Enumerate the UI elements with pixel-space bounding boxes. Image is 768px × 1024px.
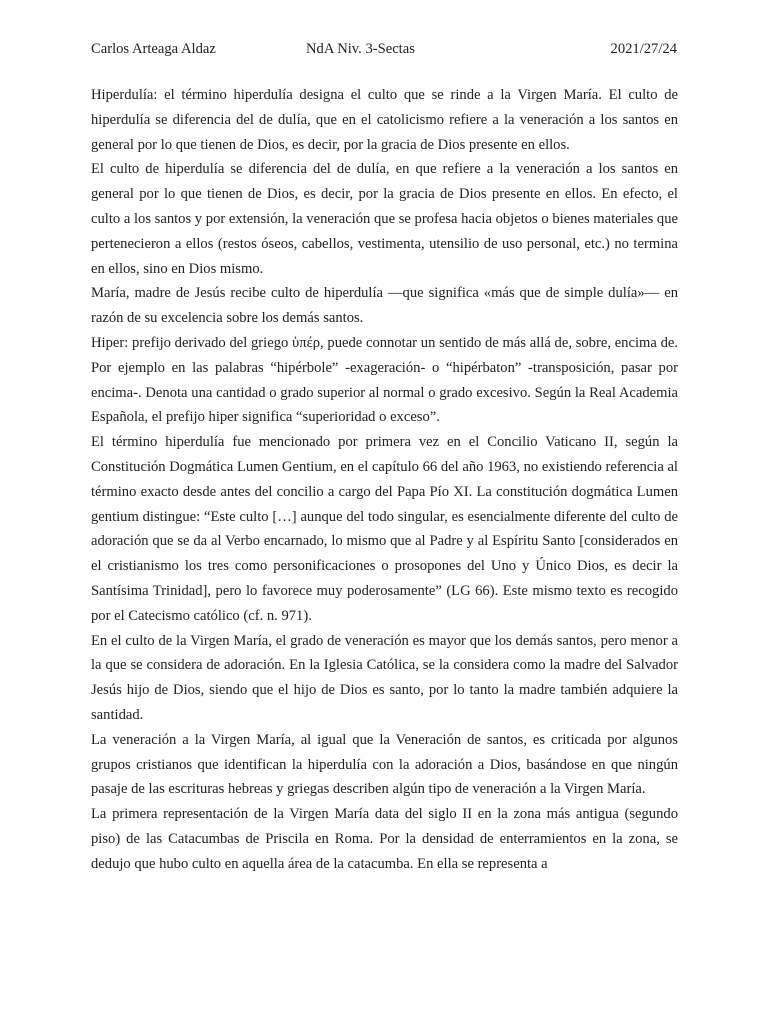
header-date: 2021/27/24 <box>610 41 677 57</box>
paragraph: Hiperdulía: el término hiperdulía designa el culto que se rinde a la Virgen María. El culto de hiperdulía se diferencia del de dulía, que en el catolicismo refiere a la veneración a los santos en general por lo que tienen de Dios, es decir, por la gracia de Dios presente en ellos. <box>91 87 678 153</box>
page-header <box>91 41 677 63</box>
header-course: NdA Niv. 3-Sectas <box>306 41 415 57</box>
paragraph: María, madre de Jesús recibe culto de hiperdulía —que significa «más que de simple dulía»— en razón de su excelencia sobre los demás santos. <box>91 285 678 327</box>
paragraph: En el culto de la Virgen María, el grado de veneración es mayor que los demás santos, pero menor a la que se considera de adoración. En la Iglesia Católica, se la considera como la madre del Salvador Jesús hijo de Dios, siendo que el hijo de Dios es santo, por lo tanto la madre también adquiere la santidad. <box>91 632 678 723</box>
header-author: Carlos Arteaga Aldaz <box>91 41 216 57</box>
paragraph: La primera representación de la Virgen María data del siglo II en la zona más antigua (segundo piso) de las Catacumbas de Priscila en Roma. Por la densidad de enterramientos en la zona, se dedujo que hubo culto en aquella área de la catacumba. En ella se representa a <box>91 806 678 872</box>
document-body <box>91 83 678 877</box>
paragraph: La veneración a la Virgen María, al igual que la Veneración de santos, es criticada por algunos grupos cristianos que identifican la hiperdulía con la adoración a Dios, basándose en que ningún pasaje de las escrituras hebreas y griegas describen algún tipo de veneración a la Virgen María. <box>91 731 678 798</box>
paragraph: El término hiperdulía fue mencionado por primera vez en el Concilio Vaticano II, según la Constitución Dogmática Lumen Gentium, en el capítulo 66 del año 1963, no existiendo referencia al término exacto desde antes del concilio a cargo del Papa Pío XI. La constitución dogmática Lumen gentium distingue: “Este culto […] aunque del todo singular, es esencialmente diferente del culto de adoración que se da al Verbo encarnado, lo mismo que al Padre y al Espíritu Santo [considerados en el cristianismo los tres como personificaciones o prosopones del Uno y Único Dios, es decir la Santísima Trinidad], pero lo favorece muy poderosamente” (LG 66). Este mismo texto es recogido por el Catecismo católico (cf. n. 971). <box>91 434 678 624</box>
paragraph: Hiper: prefijo derivado del griego ὑπέρ, puede connotar un sentido de más allá de, sobre, encima de. Por ejemplo en las palabras “hipérbole” -exageración- o “hipérbaton” -transposición, pasar por encima-. Denota una cantidad o grado superior al normal o grado excesivo. Según la Real Academia Española, el prefijo hiper significa “superioridad o exceso”. <box>91 334 678 426</box>
paragraph: El culto de hiperdulía se diferencia del de dulía, en que refiere a la veneración a los santos en general por lo que tienen de Dios, es decir, por la gracia de Dios presente en ellos. En efecto, el culto a los santos y por extensión, la veneración que se profesa hacia objetos o bienes materiales que pertenecieron a ellos (restos óseos, cabellos, vestimenta, utensilio de uso personal, etc.) no termina en ellos, sino en Dios mismo. <box>91 161 678 277</box>
